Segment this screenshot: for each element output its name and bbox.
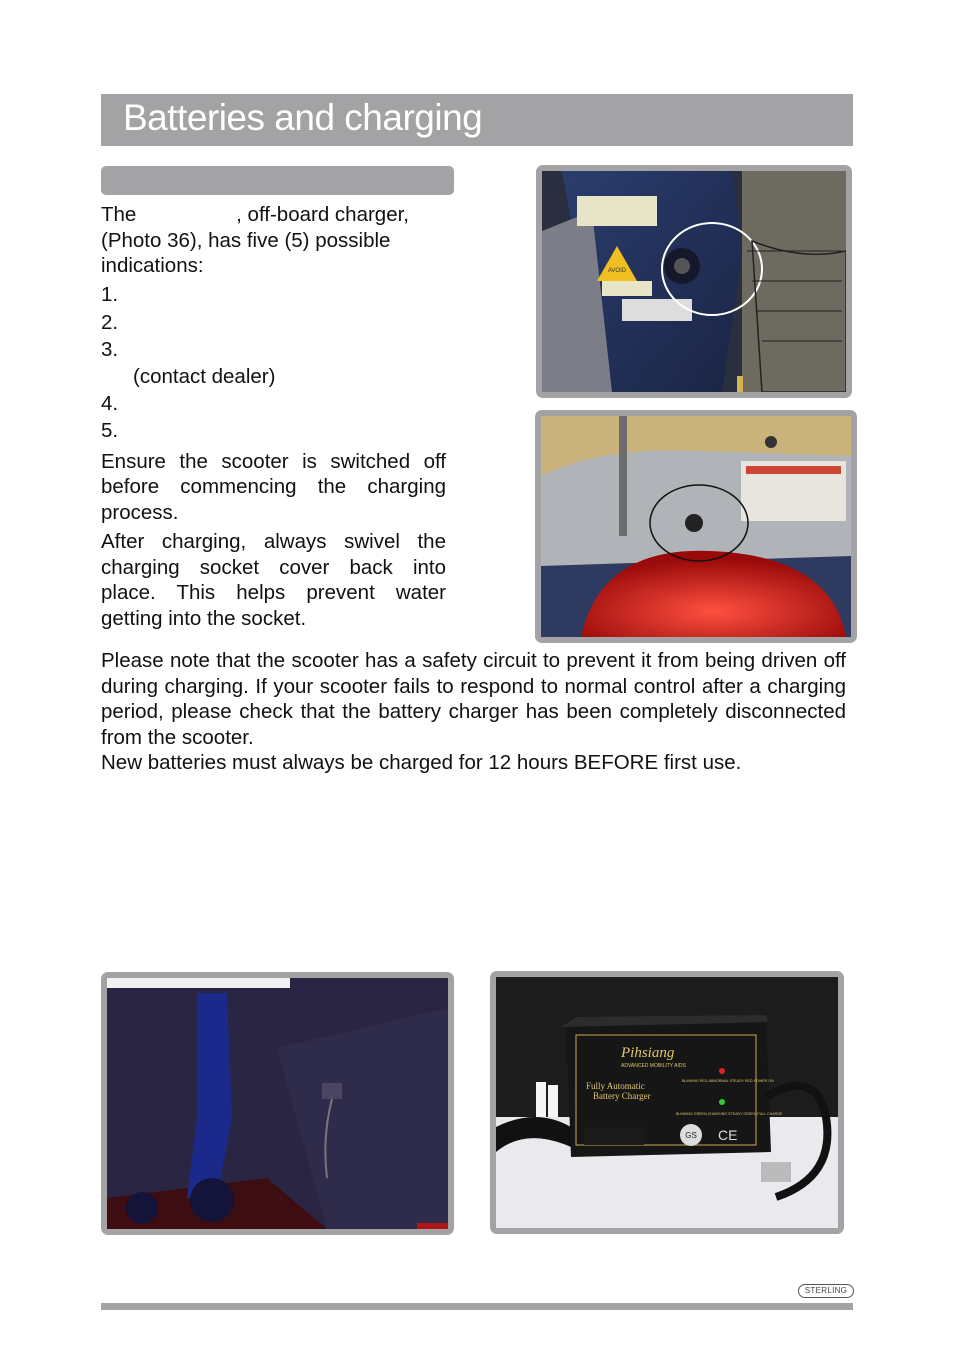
charger-brand: Pihsiang [621, 1045, 675, 1061]
new-batteries-paragraph: New batteries must always be charged for 12 hours BEFORE first use. [101, 751, 742, 774]
battery-charger-image [496, 977, 838, 1228]
led-red-label: BLINKING RED-ABNORMAL STEADY RED-POWER ON [682, 1079, 774, 1083]
rear-socket-image [541, 416, 851, 637]
list-number: 3. [101, 338, 119, 361]
photo-tiller-socket [536, 165, 852, 398]
charger-product-line2: Battery Charger [593, 1091, 651, 1101]
list-number: 5. [101, 419, 119, 442]
list-item [101, 417, 446, 445]
intro-line1-end: , off-board charger, [236, 203, 409, 226]
gs-mark: GS [685, 1131, 697, 1140]
left-column-text [101, 202, 446, 631]
footer-bar [101, 1303, 853, 1310]
sterling-logo: STERLING [798, 1284, 854, 1298]
list-item-continuation: (contact dealer) [133, 364, 276, 388]
tiller-socket-image [542, 171, 846, 392]
indications-list [101, 281, 446, 445]
list-number: 1. [101, 283, 119, 306]
intro-line2: (Photo 36), has five (5) possible [101, 228, 391, 252]
page-title: Batteries and charging [123, 97, 483, 138]
safety-circuit-paragraph: Please note that the scooter has a safety circuit to prevent it from being driven off during charging. If your scooter fails to respond to normal control after a charging period, please check that the battery charger has been completely disconnected from the scooter. [101, 649, 846, 749]
list-item [101, 390, 446, 418]
led-green-label: BLINKING GREEN-CHARGING STEADY GREEN-FULL CHARGE [676, 1112, 783, 1116]
ce-mark: CE [718, 1127, 738, 1143]
intro-line3: indications: [101, 254, 204, 277]
after-charging-paragraph: After charging, always swivel the charging socket cover back into place. This helps prevent water getting into the socket. [101, 530, 446, 630]
subheading-bar [101, 166, 454, 195]
photo-battery-charger [490, 971, 844, 1234]
photo-rear-socket [535, 410, 857, 643]
intro-line1-start: The [101, 203, 137, 226]
full-width-text [101, 648, 846, 776]
list-item [101, 281, 446, 309]
charger-product-line1: Fully Automatic [586, 1081, 645, 1091]
list-item [101, 309, 446, 337]
photo-scooter-charging [101, 972, 454, 1235]
scooter-charging-image [107, 978, 448, 1229]
charger-brand-sub: ADVANCED MOBILITY AIDS [621, 1063, 686, 1069]
list-number: 2. [101, 310, 119, 334]
list-item [101, 336, 446, 364]
switch-off-paragraph: Ensure the scooter is switched off before commencing the charging process. [101, 449, 446, 524]
avoid-label: AVOID [607, 268, 627, 274]
list-number: 4. [101, 391, 119, 415]
intro-paragraph [101, 202, 446, 281]
